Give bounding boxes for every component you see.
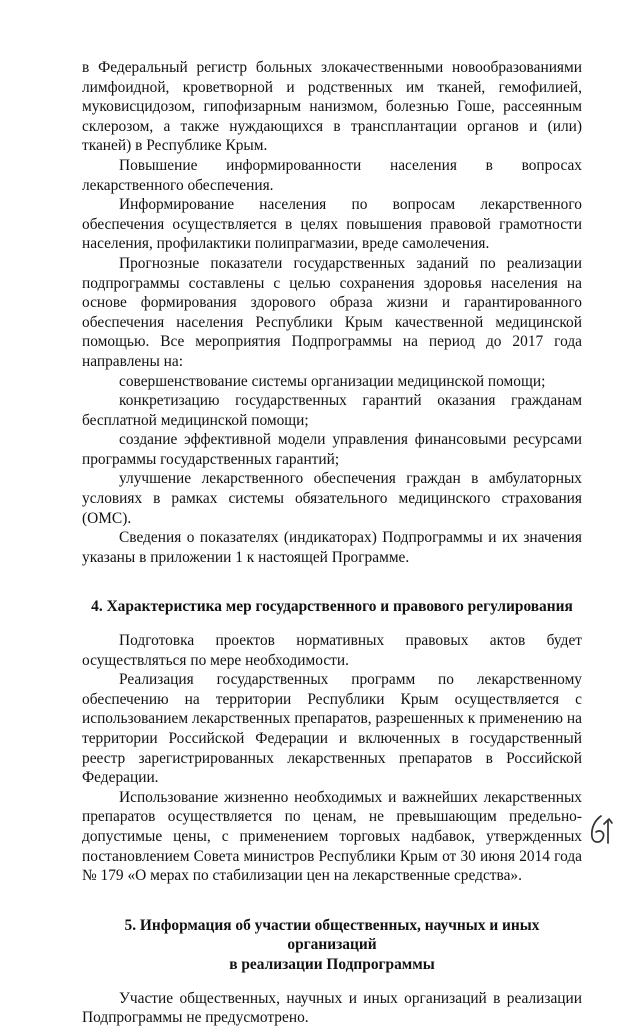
paragraph-forecast: Прогнозные показатели государственных заданий по реализации подпрограммы составлены с целью сохранения здоровья населения на основе формирования здорового образа жизни и гарантированного обеспечения населения Республики Крым качественной медицинской помощью. Все мероприятия Подпрограммы на период до 2017 года направлены на: xyxy=(82,254,582,370)
section-5-title-line-2: в реализации Подпрограммы xyxy=(229,955,435,973)
list-item-improvement: совершенствование системы организации медицинской помощи; xyxy=(119,372,546,390)
section-4-title: 4. Характеристика мер государственного и правового регулирования xyxy=(91,598,573,616)
spacer xyxy=(82,617,582,631)
paragraph-informing: Информирование населения по вопросам лекарственного обеспечения осуществляется в целях повышения правовой грамотности населения, профилактики полипрагмазии, вреде самолечения. xyxy=(82,196,582,253)
list-item-guarantees: конкретизацию государственных гарантий оказания гражданам бесплатной медицинской помощи; xyxy=(82,392,582,429)
paragraph-registry: в Федеральный регистр больных злокачественными новообразованиями лимфоидной, кроветворной и родственных им тканей, гемофилией, муковисцидозом, гипофизарным нанизмом, болезнью Гоше, рассеянным склерозом, а также нуждающихся в трансплантации органов и (или) тканей) в Республике Крым. xyxy=(82,59,582,155)
spacer xyxy=(82,567,582,597)
list-item-financial-model: создание эффективной модели управления финансовыми ресурсами программы государственных гарантий; xyxy=(82,431,582,468)
paragraph-awareness-heading: Повышение информированности населения в вопросах лекарственного обеспечения. xyxy=(82,156,582,194)
spacer xyxy=(82,886,582,916)
handwritten-page-number xyxy=(585,812,621,848)
list-item-drug-supply: улучшение лекарственного обеспечения граждан в амбулаторных условиях в рамках системы обязательного медицинского страхования (ОМС). xyxy=(82,470,582,527)
document-body xyxy=(82,58,582,1028)
paragraph-implementation: Реализация государственных программ по лекарственному обеспечению на территории Республики Крым осуществляется с использованием лекарственных препаратов, разрешенных к применению на территории Российской Федерации и включенных в государственный реестр зарегистрированных лекарственных препаратов в Российской Федерации. xyxy=(82,671,582,787)
section-5-title-line-1: 5. Информация об участии общественных, научных и иных организаций xyxy=(124,916,540,954)
spacer xyxy=(82,975,582,989)
paragraph-participation: Участие общественных, научных и иных организаций в реализации Подпрограммы не предусмотрено. xyxy=(82,989,582,1027)
paragraph-pricing: Использование жизненно необходимых и важнейших лекарственных препаратов осуществляется по ценам, не превышающим предельно-допустимые цены, с применением торговых надбавок, утвержденных постановлением Совета министров Республики Крым от 30 июня 2014 года № 179 «О мерах по стабилизации цен на лекарственные средства». xyxy=(82,788,582,885)
paragraph-drafting: Подготовка проектов нормативных правовых актов будет осуществляться по мере необходимости. xyxy=(82,632,582,669)
paragraph-indicators: Сведения о показателях (индикаторах) Подпрограммы и их значения указаны в приложении 1 к настоящей Программе. xyxy=(82,529,582,566)
